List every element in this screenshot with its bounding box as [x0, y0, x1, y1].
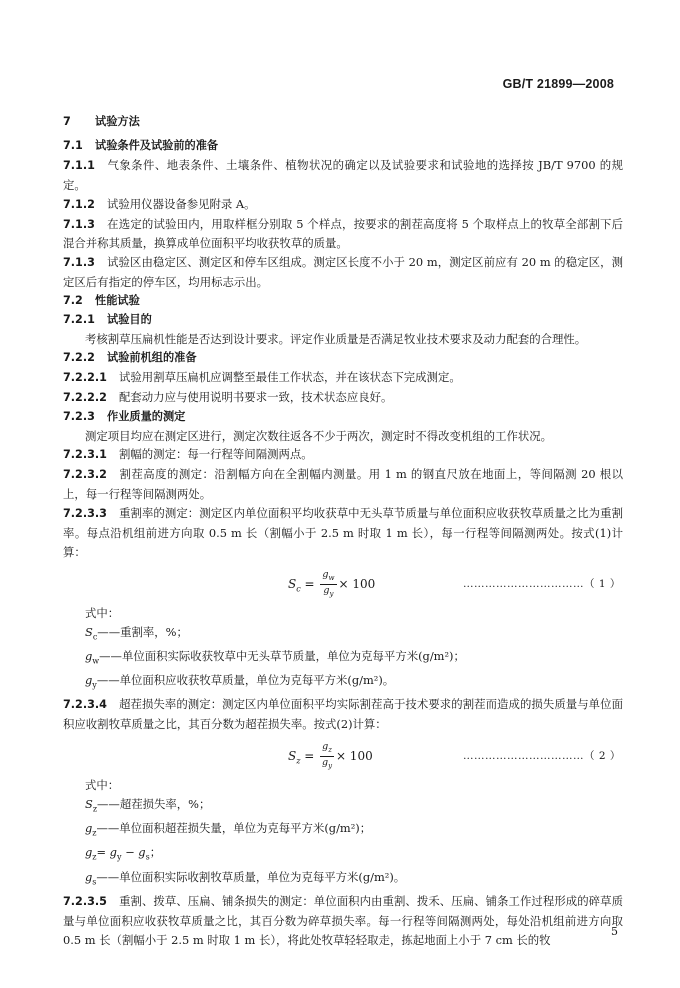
formula-2-fraction: $\frac{g_z}{g_y}$ — [322, 741, 333, 770]
formula-2 — [63, 738, 623, 772]
clause-7-2-1-text: 考核割草压扁机性能是否达到设计要求。评定作业质量是否满足牧业技术要求及动力配套的合理性。 — [85, 331, 587, 346]
section-7-1-heading: 7.1 试验条件及试验前的准备 — [63, 138, 219, 152]
formula-2-expression: $S_z$ = $\frac{g_z}{g_y}$ × 100 — [288, 741, 373, 770]
page-number: 5 — [611, 925, 618, 938]
formula-1-where: 式中： — [85, 605, 120, 620]
formula-1-fraction: $\frac{g_w}{g_y}$ — [322, 568, 335, 598]
formula-1-number: ……………………………（ 1 ） — [463, 577, 621, 590]
clause-7-2-3-2: 7.2.3.2 割茬高度的测定：沿割幅方向在全割幅内测量。用 1 m 的钢直尺放在地面上，等间隔测 20 根以上，每一行程等间隔测两处。 — [63, 467, 623, 502]
formula-1-def-gw: $g_w——$单位面积实际收获牧草中无头草节质量，单位为克每平方米(g/m²)； — [85, 648, 465, 666]
clause-7-2-3-3: 7.2.3.3 重割率的测定：测定区内单位面积平均收获草中无头草节质量与单位面积应收获牧草质量之比为重割率。每点沿机组前进方向取 0.5 m 长（割幅小于 2.5 m 时取 1 m 长），每一行程等间隔测两处。按式(1)计算： — [63, 506, 623, 559]
document-body — [63, 108, 623, 950]
clause-7-2-3-5: 7.2.3.5 重割、拨草、压扁、铺条损失的测定：单位面积内由重割、拨禾、压扁、铺条工作过程形成的碎草质量与单位面积应收获牧草质量之比，其百分数为碎草损失率。每一行程等间隔测两处，每处沿机组前进方向取 0.5 m 长（割幅小于 2.5 m 时取 1 m 长），将此处牧草轻轻取走，拣起地面上小于 7 cm 长的牧 — [63, 893, 623, 947]
formula-2-where: 式中： — [85, 778, 120, 793]
formula-2-def-gz: $g_z——$单位面积超茬损失量，单位为克每平方米(g/m²)； — [85, 821, 372, 838]
clause-7-2-3-4: 7.2.3.4 超茬损失率的测定：测定区内单位面积平均实际割茬高于技术要求的割茬而造成的损失质量与单位面积应收割牧草质量之比，其百分数为超茬损失率。按式(2)计算： — [63, 697, 623, 732]
formula-2-def-sz: $S_z——$超茬损失率，%； — [85, 797, 211, 814]
clause-7-1-1: 7.1.1 气象条件、地表条件、土壤条件、植物状况的确定以及试验要求和试验地的选择按 JB/T 9700 的规定。 — [63, 157, 623, 192]
formula-2-def-gs: $g_s——$单位面积实际收割牧草质量，单位为克每平方米(g/m²)。 — [85, 869, 406, 886]
formula-2-number: ……………………………（ 2 ） — [463, 750, 621, 763]
clause-7-2-3-heading: 7.2.3 作业质量的测定 — [63, 409, 186, 423]
formula-2-def-gz-equation: $g_z= g_y - g_s$； — [85, 845, 162, 862]
formula-1-def-gy: $g_y——$单位面积应收获牧草质量，单位为克每平方米(g/m²)。 — [85, 673, 395, 690]
clause-7-2-3-1: 7.2.3.1 割幅的测定：每一行程等间隔测两点。 — [63, 447, 313, 462]
clause-7-2-2-1: 7.2.2.1 试验用割草压扁机应调整至最佳工作状态，并在该状态下完成测定。 — [63, 369, 461, 384]
formula-1 — [63, 566, 623, 600]
clause-7-1-3-sampling: 7.1.3 在选定的试验田内，用取样框分别取 5 个样点，按要求的割茬高度将 5 个取样点上的牧草全部割下后混合并称其质量，换算成单位面积平均收获牧草的质量。 — [63, 216, 623, 251]
formula-1-expression: $S_c$ = $\frac{g_w}{g_y}$ × 100 — [288, 568, 376, 598]
clause-7-1-2: 7.1.2 试验用仪器设备参见附录 A。 — [63, 196, 256, 211]
clause-7-2-1-heading: 7.2.1 试验目的 — [63, 313, 152, 327]
clause-7-2-2-2: 7.2.2.2 配套动力应与使用说明书要求一致，技术状态应良好。 — [63, 389, 393, 404]
clause-7-1-3-test-area: 7.1.3 试验区由稳定区、测定区和停车区组成。测定区长度不小于 20 m，测定区前应有 20 m 的稳定区，测定区后有指定的停车区，均用标志示出。 — [63, 255, 623, 290]
clause-7-2-3-text: 测定项目均应在测定区进行，测定次数往返各不少于两次，测定时不得改变机组的工作状况。 — [85, 428, 553, 443]
formula-1-def-sc: $S_c——$重割率，%； — [85, 624, 188, 642]
clause-7-2-2-heading: 7.2.2 试验前机组的准备 — [63, 350, 197, 364]
section-7-2-heading: 7.2 性能试验 — [63, 294, 140, 308]
section-7-heading: 7 试验方法 — [63, 115, 140, 128]
standard-id-header: GB/T 21899—2008 — [502, 77, 614, 91]
